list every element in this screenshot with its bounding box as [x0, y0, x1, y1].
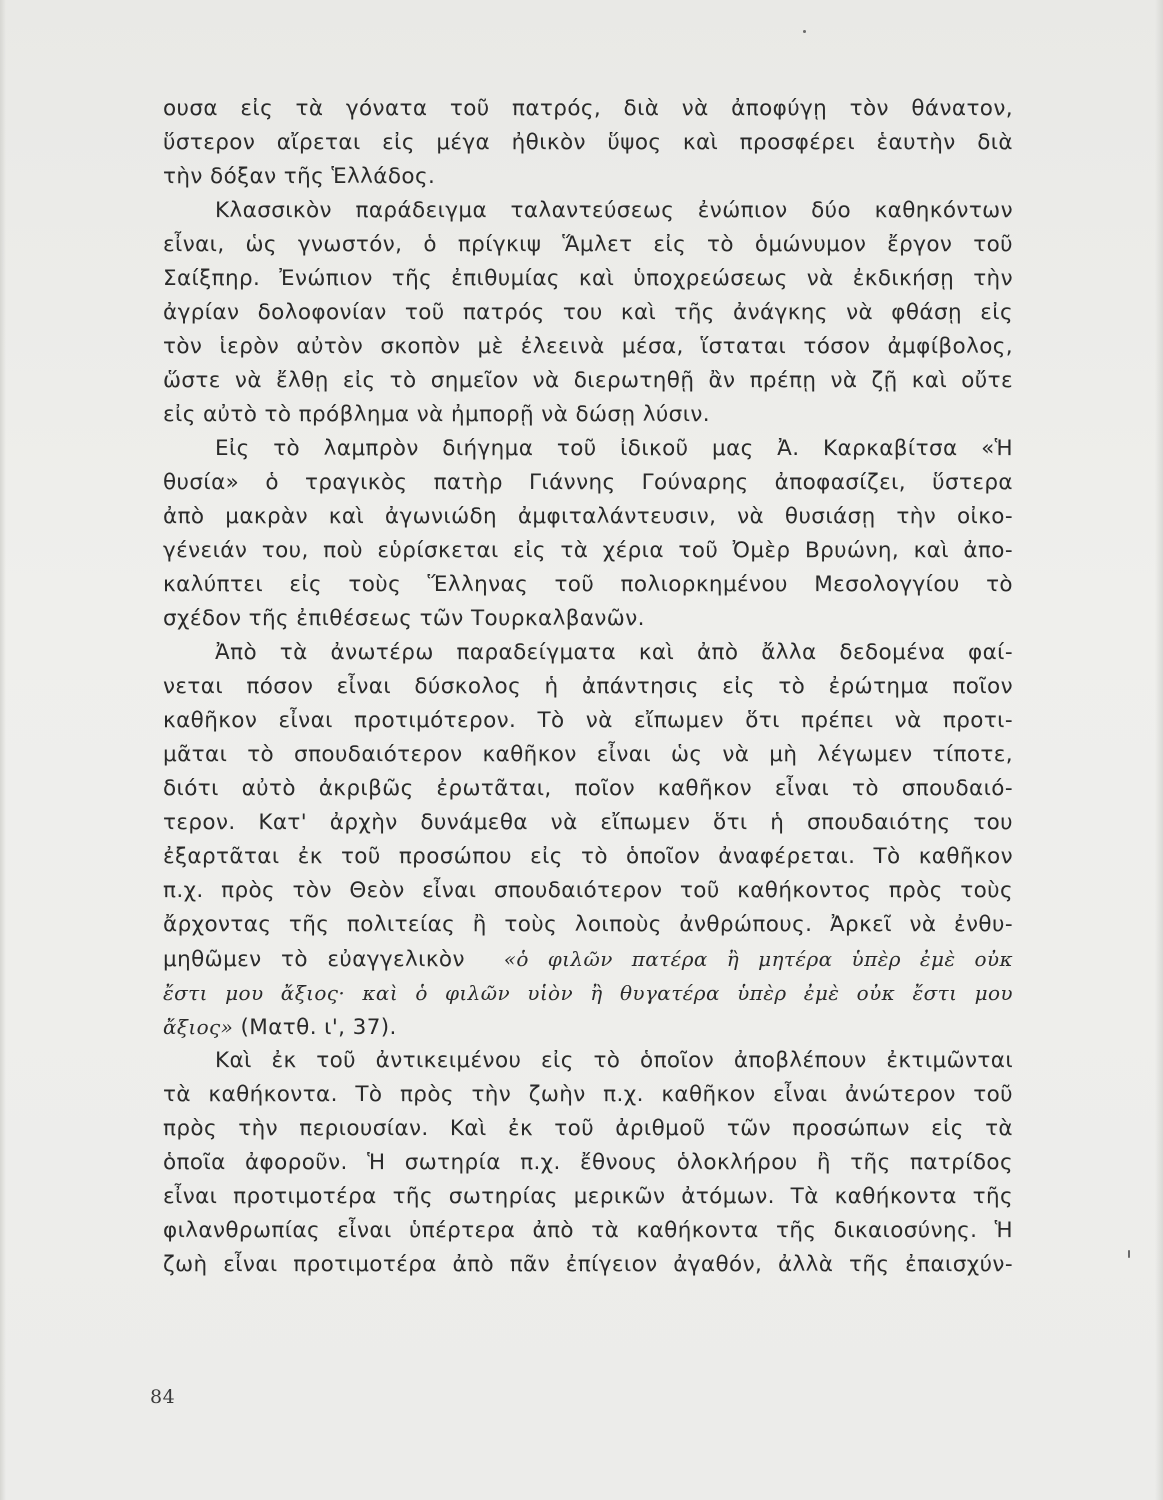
paragraph-start-line: Κλασσικὸν παράδειγμα ταλαντεύσεως ἐνώπιον δύο καθηκόντων [215, 198, 1013, 223]
text-line: εἰς αὐτὸ τὸ πρόβλημα νὰ ἠμπορῇ νὰ δώσῃ λύσιν. [163, 402, 711, 427]
text-line: εἶναι προτιμοτέρα τῆς σωτηρίας μερικῶν ἀτόμων. Τὰ καθήκοντα τῆς [163, 1184, 1013, 1209]
text-line: τὰ καθήκοντα. Τὸ πρὸς τὴν ζωὴν π.χ. καθῆκον εἶναι ἀνώτερον τοῦ [163, 1082, 1013, 1107]
print-speck [803, 30, 806, 33]
text-line: διότι αὐτὸ ἀκριβῶς ἐρωτᾶται, ποῖον καθῆκον εἶναι τὸ σπουδαιό- [163, 776, 1013, 801]
text-line: τερον. Κατ' ἀρχὴν δυνάμεθα νὰ εἴπωμεν ὅτι ἡ σπουδαιότης του [163, 810, 1013, 835]
text-line: ουσα εἰς τὰ γόνατα τοῦ πατρός, διὰ νὰ ἀποφύγῃ τὸν θάνατον, [163, 96, 1013, 121]
scripture-citation: (Ματθ. ι', 37). [240, 1015, 397, 1040]
text-line: ὁποῖα ἀφοροῦν. Ἡ σωτηρία π.χ. ἔθνους ὁλοκλήρου ἢ τῆς πατρίδος [163, 1150, 1013, 1175]
text-line: νεται πόσον εἶναι δύσκολος ἡ ἀπάντησις εἰς τὸ ἐρώτημα ποῖον [163, 674, 1013, 699]
page-edge-shadow-left [0, 0, 6, 1500]
text-line: πρὸς τὴν περιουσίαν. Καὶ ἐκ τοῦ ἀριθμοῦ τῶν προσώπων εἰς τὰ [163, 1116, 1013, 1141]
gospel-quote: ἄξιος» [163, 1015, 234, 1039]
text-line: ζωὴ εἶναι προτιμοτέρα ἀπὸ πᾶν ἐπίγειον ἀγαθόν, ἀλλὰ τῆς ἐπαισχύν- [163, 1252, 1013, 1277]
print-speck [1128, 1250, 1130, 1258]
body-text [163, 92, 1013, 1282]
text-line: σχέδον τῆς ἐπιθέσεως τῶν Τουρκαλβανῶν. [163, 606, 645, 631]
text-line: π.χ. πρὸς τὸν Θεὸν εἶναι σπουδαιότερον τοῦ καθήκοντος πρὸς τοὺς [163, 878, 1013, 903]
text-line: Σαίξπηρ. Ἐνώπιον τῆς ἐπιθυμίας καὶ ὑποχρεώσεως νὰ ἐκδικήσῃ τὴν [163, 266, 1013, 291]
text-line: ἀγρίαν δολοφονίαν τοῦ πατρός του καὶ τῆς ἀνάγκης νὰ φθάσῃ εἰς [163, 300, 1013, 325]
paragraph-start-line: Εἰς τὸ λαμπρὸν διήγημα τοῦ ἰδικοῦ μας Ἀ. Καρκαβίτσα «Ἡ [215, 436, 1013, 461]
text-line: ὕστερον αἴρεται εἰς μέγα ἠθικὸν ὕψος καὶ προσφέρει ἑαυτὴν διὰ [163, 130, 1013, 155]
paragraph-start-line: Καὶ ἐκ τοῦ ἀντικειμένου εἰς τὸ ὁποῖον ἀποβλέπουν ἐκτιμῶνται [215, 1048, 1013, 1073]
text-line: φιλανθρωπίας εἶναι ὑπέρτερα ἀπὸ τὰ καθήκοντα τῆς δικαιοσύνης. Ἡ [163, 1218, 1013, 1243]
mixed-line [163, 942, 1013, 976]
paragraph-start-line: Ἀπὸ τὰ ἀνωτέρω παραδείγματα καὶ ἀπὸ ἄλλα δεδομένα φαί- [215, 640, 1013, 665]
text-line: εἶναι, ὡς γνωστόν, ὁ πρίγκιψ Ἅμλετ εἰς τὸ ὁμώνυμον ἔργον τοῦ [163, 232, 1013, 257]
text-line: ὥστε νὰ ἔλθῃ εἰς τὸ σημεῖον νὰ διερωτηθῇ ἂν πρέπῃ νὰ ζῇ καὶ οὔτε [163, 368, 1013, 393]
page-edge-shadow-right [1155, 0, 1163, 1500]
gospel-quote: ἔστι μου ἄξιος· καὶ ὁ φιλῶν υἱὸν ἢ θυγατέρα ὑπὲρ ἐμὲ οὐκ ἔστι μου [163, 981, 1013, 1005]
mixed-line [163, 1010, 1013, 1044]
text-line: τὴν δόξαν τῆς Ἑλλάδος. [163, 164, 436, 189]
text-line: θυσία» ὁ τραγικὸς πατὴρ Γιάννης Γούναρης ἀποφασίζει, ὕστερα [163, 470, 1013, 495]
text-line: ἀπὸ μακρὰν καὶ ἀγωνιώδη ἀμφιταλάντευσιν, νὰ θυσιάσῃ τὴν οἰκο- [163, 504, 1013, 529]
text-line: μᾶται τὸ σπουδαιότερον καθῆκον εἶναι ὡς νὰ μὴ λέγωμεν τίποτε, [163, 742, 1013, 767]
text-line: τὸν ἱερὸν αὐτὸν σκοπὸν μὲ ἐλεεινὰ μέσα, ἵσταται τόσον ἀμφίβολος, [163, 334, 1013, 359]
text-line: ἐξαρτᾶται ἐκ τοῦ προσώπου εἰς τὸ ὁποῖον ἀναφέρεται. Τὸ καθῆκον [163, 844, 1013, 869]
text-line: καλύπτει εἰς τοὺς Ἕλληνας τοῦ πολιορκημένου Μεσολογγίου τὸ [163, 572, 1013, 597]
text-line: γένειάν του, ποὺ εὑρίσκεται εἰς τὰ χέρια τοῦ Ὀμὲρ Βρυώνη, καὶ ἀπο- [163, 538, 1013, 563]
text-line: καθῆκον εἶναι προτιμότερον. Τὸ νὰ εἴπωμεν ὅτι πρέπει νὰ προτι- [163, 708, 1013, 733]
gospel-quote: «ὁ φιλῶν πατέρα ἢ μητέρα ὑπὲρ ἐμὲ οὐκ [503, 947, 1014, 971]
text-line-part: μηθῶμεν τὸ εὐαγγελικὸν [163, 947, 465, 972]
text-line: ἄρχοντας τῆς πολιτείας ἢ τοὺς λοιποὺς ἀνθρώπους. Ἀρκεῖ νὰ ἐνθυ- [163, 912, 1013, 937]
page-number: 84 [150, 1386, 176, 1408]
